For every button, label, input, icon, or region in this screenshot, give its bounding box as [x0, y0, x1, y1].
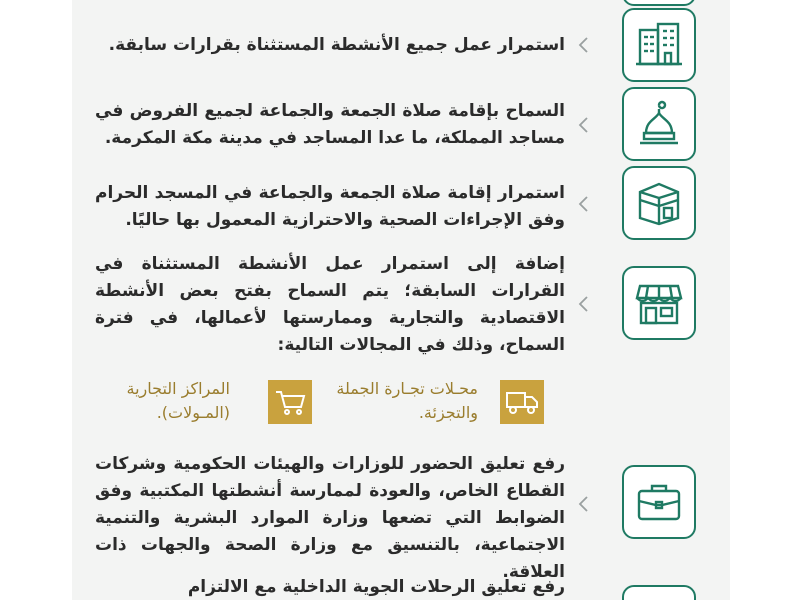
chevron-left-icon[interactable]	[574, 295, 592, 313]
store-icon	[634, 278, 684, 328]
chevron-left-icon[interactable]	[574, 195, 592, 213]
truck-icon	[505, 387, 539, 417]
chevron-left-icon[interactable]	[574, 116, 592, 134]
kaaba-icon-box	[622, 166, 696, 240]
item-text: إضافة إلى استمرار عمل الأنشطة المستثناة في القرارات السابقة؛ يتم السماح بفتح بعض الأنشطة الاقتصادية والتجارية وممارستها لأعمالها، في فترة السماح، وذلك في المجالات التالية:	[95, 254, 565, 355]
airplane-icon-box	[622, 585, 696, 600]
top-partial-icon-box	[622, 0, 696, 6]
item-text: استمرار عمل جميع الأنشطة المستثناة بقرارات سابقة.	[108, 35, 565, 55]
cart-icon	[273, 387, 307, 417]
item-text: استمرار إقامة صلاة الجمعة والجماعة في المسجد الحرام وفق الإجراءات الصحية والاحترازية المعمول بها حاليًا.	[95, 183, 565, 230]
item-text: رفع تعليق الحضور للوزارات والهيئات الحكومية وشركات القطاع الخاص، والعودة لممارسة أنشطتها المكتبية وفق الضوابط التي تضعها وزارة الموارد البشرية والتنمية الاجتماعية، بالتنسيق مع وزارة الصحة والجهات ذات العلاقة.	[95, 454, 565, 582]
mosque-icon-box	[622, 87, 696, 161]
chevron-left-icon[interactable]	[574, 36, 592, 54]
chevron-left-icon[interactable]	[574, 495, 592, 513]
sub-item-text: محـلات تجـارة الجملة والتجزئة.	[336, 379, 478, 422]
building-icon-box	[622, 8, 696, 82]
truck-icon-box	[500, 380, 544, 424]
content-panel	[72, 0, 730, 600]
item-text: السماح بإقامة صلاة الجمعة والجماعة لجميع الفروض في مساجد المملكة، ما عدا المساجد في مدينة مكة المكرمة.	[95, 101, 565, 148]
store-icon-box	[622, 266, 696, 340]
briefcase-icon-box	[622, 465, 696, 539]
cart-icon-box	[268, 380, 312, 424]
item-text: رفع تعليق الرحلات الجوية الداخلية مع الالتزام	[187, 577, 565, 597]
mosque-icon	[634, 99, 684, 149]
briefcase-icon	[634, 477, 684, 527]
building-icon	[634, 20, 684, 70]
kaaba-icon	[634, 178, 684, 228]
sub-item-text: المراكز التجارية (المـولات).	[126, 379, 230, 422]
